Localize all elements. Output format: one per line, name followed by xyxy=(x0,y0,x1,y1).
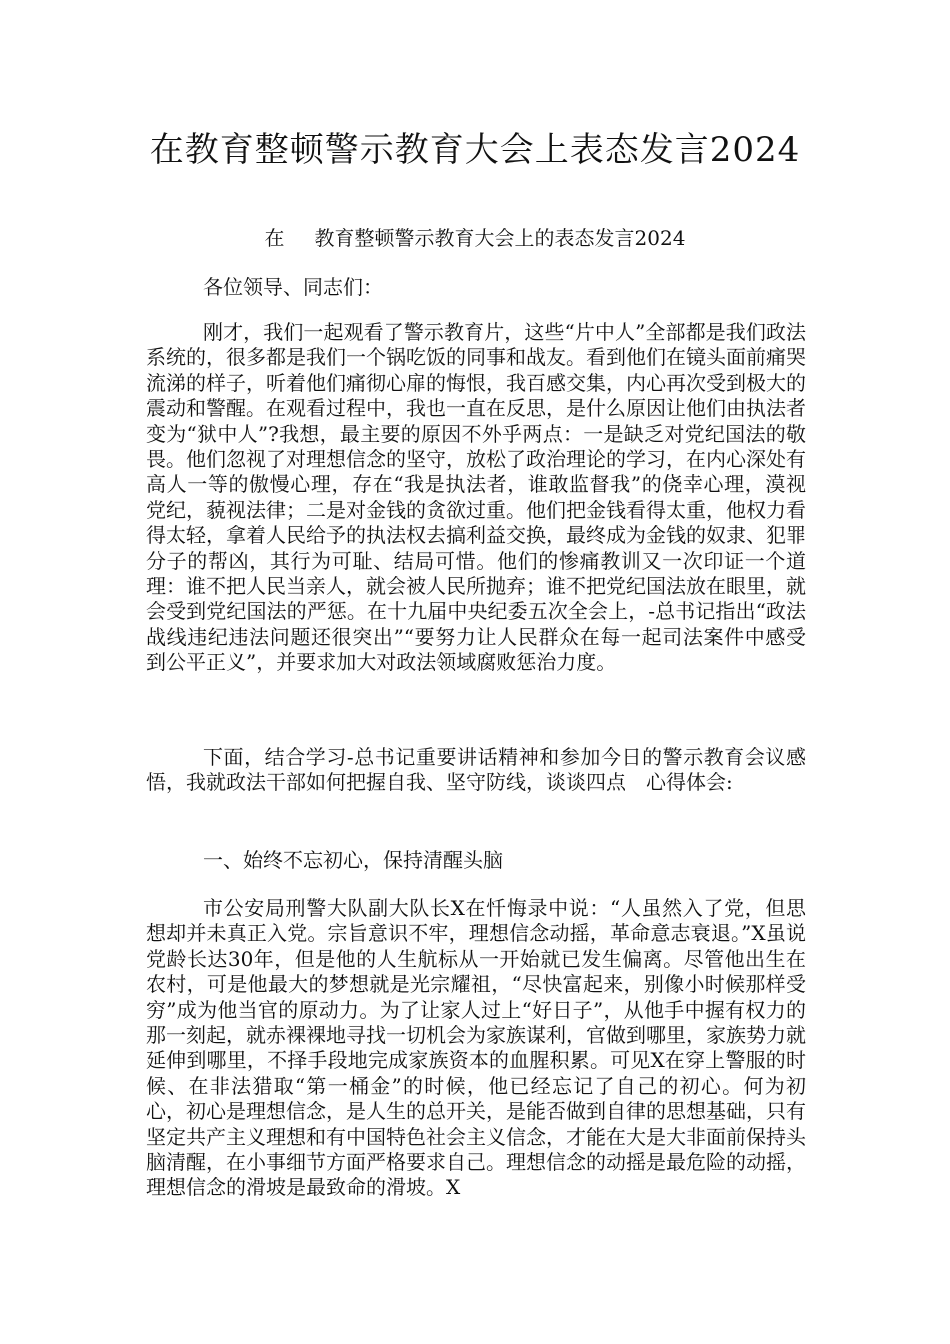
section-heading-1: 一、始终不忘初心，保持清醒头脑 xyxy=(203,848,503,872)
paragraph-1: 刚才，我们一起观看了警示教育片，这些“片中人”全部都是我们政法系统的，很多都是我们一个锅吃饭的同事和战友。看到他们在镜头面前痛哭流涕的样子，听着他们痛彻心扉的悔恨，我百感交集，内心再次受到极大的震动和警醒。在观看过程中，我也一直在反思，是什么原因让他们由执法者变为“狱中人”?我想，最主要的原因不外乎两点：一是缺乏对党纪国法的敬畏。他们忽视了对理想信念的坚守，放松了政治理论的学习，在内心深处有高人一等的傲慢心理，存在“我是执法者，谁敢监督我”的侥幸心理，漠视党纪，藐视法律；二是对金钱的贪欲过重。他们把金钱看得太重，他权力看得太轻，拿着人民给予的执法权去搞利益交换，最终成为金钱的奴隶、犯罪分子的帮凶，其行为可耻、结局可惜。他们的惨痛教训又一次印证一个道理：谁不把人民当亲人，就会被人民所抛弃；谁不把党纪国法放在眼里，就会受到党纪国法的严惩。在十九届中央纪委五次全会上，-总书记指出“政法战线违纪违法问题还很突出”“要努力让人民群众在每一起司法案件中感受到公平正义”，并要求加大对政法领域腐败惩治力度。 xyxy=(146,320,806,675)
subtitle-main: 教育整顿警示教育大会上的表态发言2024 xyxy=(314,226,686,250)
paragraph-2: 下面，结合学习-总书记重要讲话精神和参加今日的警示教育会议感悟，我就政法干部如何把握自我、坚守防线，谈谈四点 心得体会: xyxy=(146,745,806,795)
document-title: 在教育整顿警示教育大会上表态发言2024 xyxy=(149,130,801,170)
document-subtitle xyxy=(0,225,950,251)
greeting: 各位领导、同志们： xyxy=(203,275,383,299)
subtitle-prefix: 在 xyxy=(264,226,285,250)
paragraph-3: 市公安局刑警大队副大队长X在忏悔录中说：“人虽然入了党，但思想却并未真正入党。宗旨意识不牢，理想信念动摇，革命意志衰退。”X虽说党龄长达30年，但是他的人生航标从一开始就已发生偏离。尽管他出生在农村，可是他最大的梦想就是光宗耀祖，“尽快富起来，别像小时候那样受穷”成为他当官的原动力。为了让家人过上“好日子”，从他手中握有权力的那一刻起，就赤裸裸地寻找一切机会为家族谋利，官做到哪里，家族势力就延伸到哪里，不择手段地完成家族资本的血腥积累。可见X在穿上警服的时候、在非法猎取“第一桶金”的时候，他已经忘记了自己的初心。何为初心，初心是理想信念，是人生的总开关，是能否做到自律的思想基础，只有坚定共产主义理想和有中国特色社会主义信念，才能在大是大非面前保持头脑清醒，在小事细节方面严格要求自己。理想信念的动摇是最危险的动摇，理想信念的滑坡是最致命的滑坡。X xyxy=(146,896,806,1200)
